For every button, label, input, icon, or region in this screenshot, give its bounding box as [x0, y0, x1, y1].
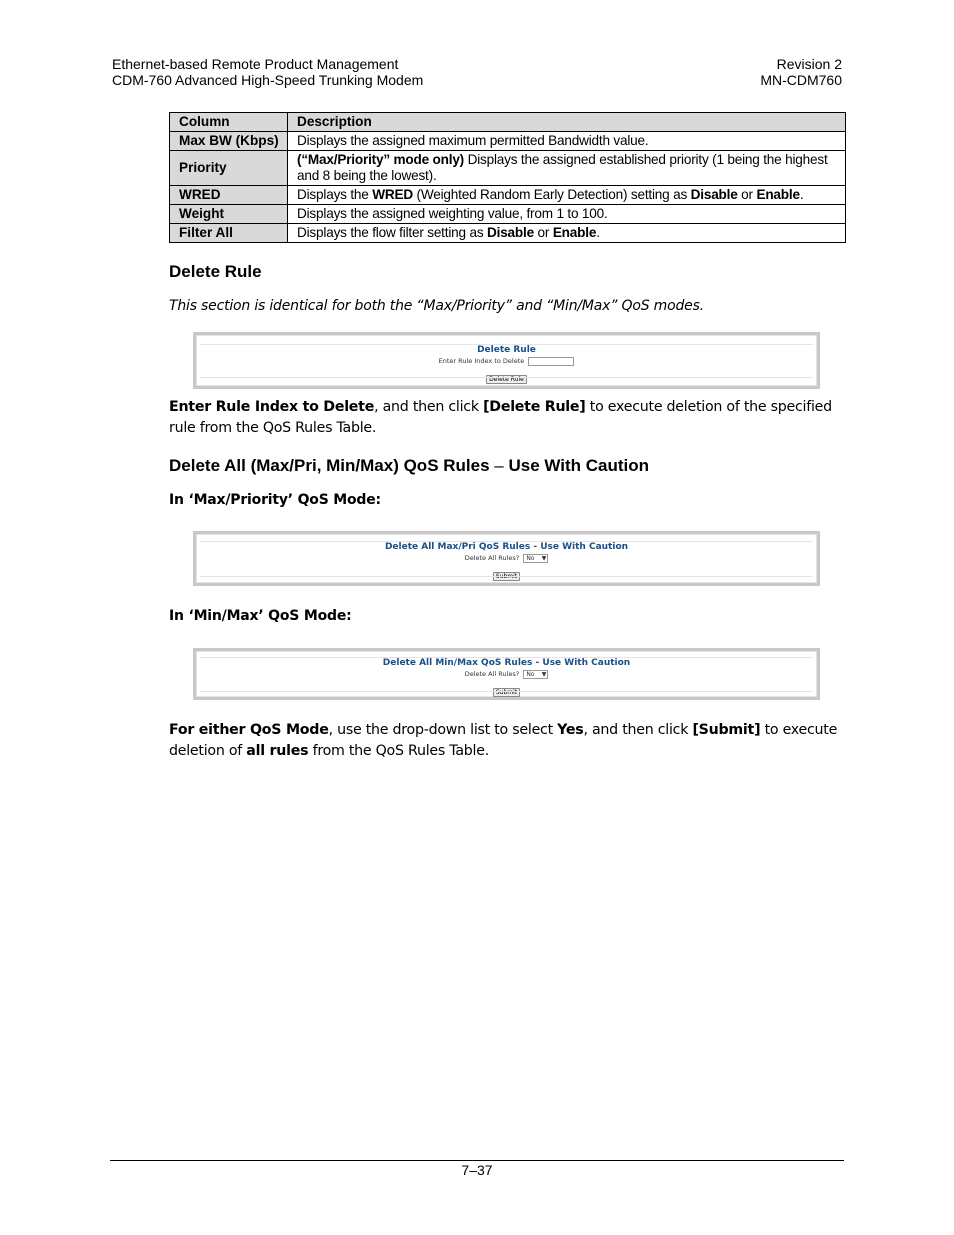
doc-title: Ethernet-based Remote Product Management: [112, 56, 399, 72]
column-name-cell: Priority: [170, 151, 288, 186]
description-text: .: [596, 225, 600, 240]
minmax-mode-label: In ‘Min/Max’ QoS Mode:: [169, 608, 352, 624]
description-text: WRED: [372, 187, 413, 202]
column-description-table: [169, 112, 846, 243]
maxpri-mode-label: In ‘Max/Priority’ QoS Mode:: [169, 492, 381, 508]
running-header-right: [760, 56, 842, 88]
chevron-down-icon: ▼: [541, 670, 547, 678]
description-text: Enable: [552, 225, 597, 240]
paragraph-text: , use the drop-down list to select: [328, 722, 558, 738]
minmax-panel-title: Delete All Min/Max QoS Rules - Use With Caution: [382, 658, 631, 668]
paragraph-text: For either QoS Mode: [169, 722, 329, 738]
manual-number: MN-CDM760: [760, 72, 842, 88]
column-name-cell: Filter All: [170, 224, 288, 243]
delete-rule-heading: Delete Rule: [169, 262, 262, 281]
description-cell: [288, 186, 846, 205]
delete-rule-paragraph: [169, 397, 849, 439]
maxpri-select-row: [196, 553, 817, 563]
rule-index-label: Enter Rule Index to Delete: [438, 357, 525, 365]
paragraph-text: [Delete Rule]: [483, 399, 586, 415]
rule-index-input[interactable]: [528, 357, 574, 366]
maxpri-submit-button[interactable]: Submit: [493, 572, 520, 581]
maxpri-delete-all-screenshot: [193, 531, 820, 586]
table-row: [170, 186, 846, 205]
minmax-submit-row: [196, 679, 817, 698]
minmax-delete-all-select[interactable]: [523, 670, 548, 679]
paragraph-text: Enter Rule Index to Delete: [169, 399, 375, 415]
description-text: or: [737, 187, 757, 202]
description-text: (“Max/Priority” mode only): [297, 152, 465, 167]
table-row: [170, 132, 846, 151]
minmax-delete-all-screenshot: [193, 648, 820, 700]
description-cell: [288, 205, 846, 224]
delete-all-heading-main: Delete All (Max/Pri, Min/Max) QoS Rules: [169, 456, 490, 475]
column-name-cell: WRED: [170, 186, 288, 205]
delete-rule-button-row: [196, 366, 817, 385]
paragraph-text: to execute deletion of: [169, 722, 838, 759]
delete-rule-screenshot: [193, 332, 820, 389]
description-text: Enable: [756, 187, 800, 202]
delete-all-heading-caution: Use With Caution: [508, 456, 650, 475]
paragraph-text: all rules: [246, 743, 309, 759]
description-text: or: [533, 225, 553, 240]
delete-rule-note: This section is identical for both the “Max/Priority” and “Min/Max” QoS modes.: [169, 298, 704, 314]
rule-index-row: [196, 356, 817, 366]
divider: [200, 344, 813, 345]
description-text: .: [799, 187, 804, 202]
revision: Revision 2: [776, 56, 842, 72]
page-number: 7–37: [461, 1162, 493, 1178]
delete-rule-button[interactable]: Delete Rule: [486, 375, 527, 384]
description-text: Displays the assigned maximum permitted Bandwidth value.: [297, 133, 649, 148]
paragraph-text: to execute deletion of the specified rule from the QoS Rules Table.: [169, 399, 832, 436]
delete-rule-panel-title: Delete Rule: [477, 345, 536, 355]
heading-dash: –: [489, 456, 509, 475]
table-row: [170, 205, 846, 224]
description-text: (Weighted Random Early Detection) setting as: [412, 187, 691, 202]
column-header: Column: [170, 113, 288, 132]
paragraph-text: Yes: [557, 722, 584, 738]
table-row: [170, 224, 846, 243]
maxpri-delete-all-select[interactable]: [523, 554, 548, 563]
description-text: Disable: [690, 187, 738, 202]
description-text: Displays the flow filter setting as: [297, 225, 487, 240]
maxpri-submit-row: [196, 563, 817, 582]
maxpri-panel-title: Delete All Max/Pri QoS Rules - Use With Caution: [384, 542, 629, 552]
description-cell: [288, 151, 846, 186]
running-header-left: [112, 56, 423, 88]
footer-rule: [110, 1160, 844, 1161]
divider: [200, 377, 813, 378]
table-header-row: [170, 113, 846, 132]
column-name-cell: Weight: [170, 205, 288, 224]
description-text: Displays the: [297, 187, 373, 202]
description-text: Disable: [487, 225, 534, 240]
column-name-cell: Max BW (Kbps): [170, 132, 288, 151]
divider: [200, 691, 813, 692]
description-header: Description: [288, 113, 846, 132]
minmax-select-row: [196, 669, 817, 679]
description-cell: [288, 224, 846, 243]
delete-all-paragraph: [169, 720, 849, 762]
minmax-select-value: No: [526, 670, 535, 678]
paragraph-text: [Submit]: [692, 722, 761, 738]
product-name: CDM-760 Advanced High-Speed Trunking Modem: [112, 72, 424, 88]
minmax-submit-button[interactable]: Submit: [493, 688, 520, 697]
paragraph-text: , and then click: [583, 722, 693, 738]
divider: [200, 541, 813, 542]
maxpri-delete-all-label: Delete All Rules?: [464, 554, 520, 562]
minmax-delete-all-label: Delete All Rules?: [464, 670, 520, 678]
paragraph-text: , and then click: [374, 399, 484, 415]
description-text: Displays the assigned established priority (1 being the highest and 8 being the lowest).: [297, 152, 828, 183]
table-row: [170, 151, 846, 186]
description-text: Displays the assigned weighting value, from 1 to 100.: [297, 206, 608, 221]
divider: [200, 657, 813, 658]
divider: [200, 576, 813, 577]
paragraph-text: from the QoS Rules Table.: [308, 743, 489, 759]
delete-all-heading: [169, 456, 649, 476]
maxpri-select-value: No: [526, 554, 535, 562]
description-cell: [288, 132, 846, 151]
chevron-down-icon: ▼: [541, 554, 547, 562]
